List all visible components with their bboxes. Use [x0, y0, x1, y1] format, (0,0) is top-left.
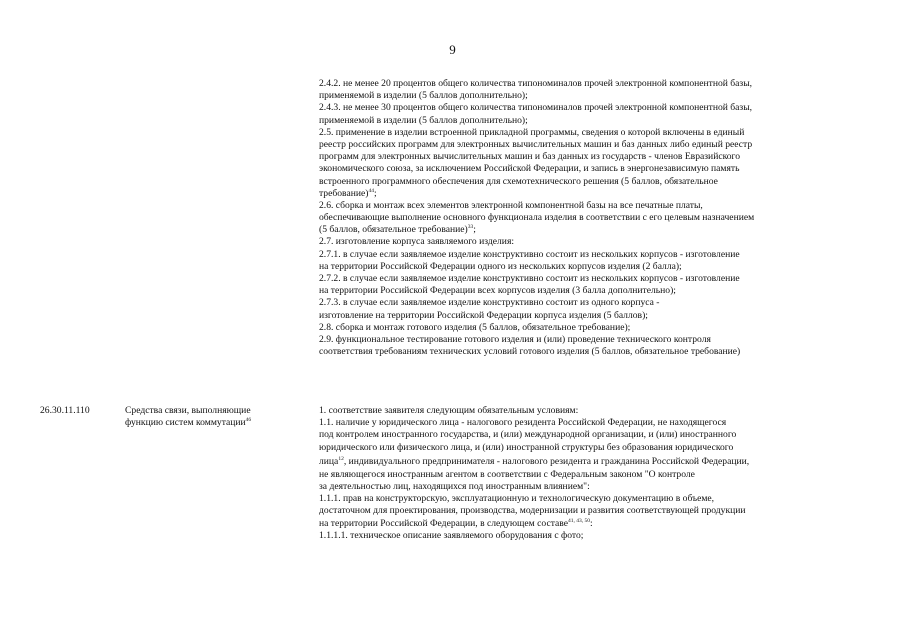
line-text: требование) — [319, 187, 369, 199]
line-text: реестр российских программ для электронных вычислительных машин и баз данных либо единый реестр — [319, 138, 753, 150]
text-line — [319, 322, 867, 334]
line-text-after: : — [590, 517, 593, 529]
text-line — [319, 236, 867, 248]
text-line — [319, 127, 867, 139]
text-line — [319, 78, 867, 90]
line-text: применяемой в изделии (5 баллов дополнительно); — [319, 90, 528, 102]
line-text: достаточном для проектирования, производства, модернизации и развития соответствующей продукции — [319, 505, 746, 517]
line-text: применяемой в изделии (5 баллов дополнительно); — [319, 114, 528, 126]
line-text: на территории Российской Федерации, в следующем составе — [319, 517, 568, 529]
line-text: 1. соответствие заявителя следующим обязательным условиям: — [319, 405, 579, 416]
text-line — [319, 115, 867, 127]
line-text: функцию систем коммутации — [125, 417, 246, 429]
text-line — [319, 405, 867, 417]
product-requirements — [319, 405, 867, 542]
text-line — [319, 442, 867, 454]
line-text: 2.6. сборка и монтаж всех элементов электронной компонентной базы на все печатные платы, — [319, 199, 703, 211]
text-line — [319, 346, 867, 358]
line-text: соответствия требованиям технических условий готового изделия (5 баллов, обязательное требование) — [319, 346, 741, 358]
line-text: изготовление на территории Российской Федерации корпуса изделия (5 баллов); — [319, 309, 648, 321]
text-line — [125, 405, 305, 417]
line-text: на территории Российской Федерации одного из нескольких корпусов изделия (2 балла); — [319, 260, 682, 272]
footnote-marker: 41, 43, 50 — [568, 517, 590, 524]
text-line — [319, 530, 867, 542]
line-text: 2.9. функциональное тестирование готового изделия и (или) проведение технического контроля — [319, 333, 711, 345]
text-line — [319, 454, 867, 469]
line-text: 2.7.3. в случае если заявляемое изделие конструктивно состоит из одного корпуса - — [319, 297, 660, 309]
text-line — [319, 505, 867, 517]
text-line — [319, 493, 867, 505]
product-code: 26.30.11.110 — [40, 405, 90, 416]
text-line — [319, 261, 867, 273]
line-text: 2.7.1. в случае если заявляемое изделие конструктивно состоит из нескольких корпусов - изготовление — [319, 248, 740, 260]
text-line — [319, 249, 867, 261]
line-text: 2.8. сборка и монтаж готового изделия (5 баллов, обязательное требование); — [319, 321, 631, 333]
line-text: за деятельностью лиц, находящихся под иностранным влиянием": — [319, 480, 590, 492]
text-line — [319, 163, 867, 175]
footnote-marker: 33 — [467, 224, 474, 231]
text-line — [319, 90, 867, 102]
text-line — [319, 285, 867, 297]
text-line — [319, 481, 867, 493]
line-text: 2.4.3. не менее 30 процентов общего количества типономиналов прочей электронной компонентной базы, — [319, 102, 753, 114]
line-text: обеспечивающие выполнение основного функционала изделия в соответствии с его целевым назначением — [319, 212, 755, 224]
footnote-marker: 46 — [245, 417, 252, 424]
text-line — [319, 297, 867, 309]
text-line — [319, 429, 867, 441]
text-line — [319, 188, 867, 200]
line-text-after: ; — [473, 224, 476, 236]
text-line — [319, 102, 867, 114]
line-text: 1.1.1.1. техническое описание заявляемого оборудования с фото; — [319, 529, 584, 541]
line-text: встроенного программного обеспечения для схемотехнического решения (5 баллов, обязательное — [319, 175, 718, 187]
text-line — [319, 310, 867, 322]
requirements-continuation — [319, 78, 867, 358]
line-text: юридического или физического лица, и (или) иностранной структуры без образования юридического — [319, 441, 734, 453]
page-number: 9 — [449, 42, 456, 57]
text-line — [319, 417, 867, 429]
line-text: (5 баллов, обязательное требование) — [319, 224, 468, 236]
line-text: под контролем иностранного государства, и (или) международной организации, и (или) иностранного — [319, 429, 737, 441]
line-text: 2.7.2. в случае если заявляемое изделие конструктивно состоит из нескольких корпусов - изготовление — [319, 273, 740, 284]
text-line — [319, 200, 867, 212]
text-line — [319, 212, 867, 224]
line-text: 2.7. изготовление корпуса заявляемого изделия: — [319, 236, 515, 248]
line-text-after: ; — [373, 187, 377, 199]
text-line — [319, 518, 867, 530]
line-text: не являющегося иностранным агентом в соответствии с Федеральным законом "О контроле — [319, 468, 695, 480]
line-text: на территории Российской Федерации всех корпусов изделия (3 балла дополнительно); — [319, 285, 676, 297]
text-line — [319, 151, 867, 163]
line-text: 2.4.2. не менее 20 процентов общего количества типономиналов прочей электронной компонентной базы, — [319, 78, 753, 89]
footnote-marker: 44 — [368, 187, 374, 194]
text-line — [319, 224, 867, 236]
line-text-after: , индивидуального предпринимателя - налогового резидента и гражданина Российской Федерации, — [343, 455, 750, 467]
line-text: лица — [319, 455, 339, 467]
line-text: Средства связи, выполняющие — [125, 405, 251, 416]
footnote-marker: 12 — [338, 455, 344, 462]
line-text: программ для электронных вычислительных машин и баз данных из государств - членов Евразийского — [319, 151, 741, 163]
line-text: 2.5. применение в изделии встроенной прикладной программы, сведения о которой включены в единый — [319, 126, 745, 138]
text-line — [319, 139, 867, 151]
text-line — [319, 273, 867, 285]
text-line — [319, 176, 867, 188]
text-line — [319, 469, 867, 481]
line-text: 1.1.1. прав на конструкторскую, эксплуатационную и технологическую документацию в объеме, — [319, 493, 715, 505]
text-line — [125, 417, 305, 429]
text-line — [319, 334, 867, 346]
line-text: экономического союза, за исключением Российской Федерации, и запись в энергонезависимую память — [319, 163, 740, 175]
product-name — [125, 405, 305, 429]
line-text: 1.1. наличие у юридического лица - налогового резидента Российской Федерации, не находящегося — [319, 417, 727, 429]
